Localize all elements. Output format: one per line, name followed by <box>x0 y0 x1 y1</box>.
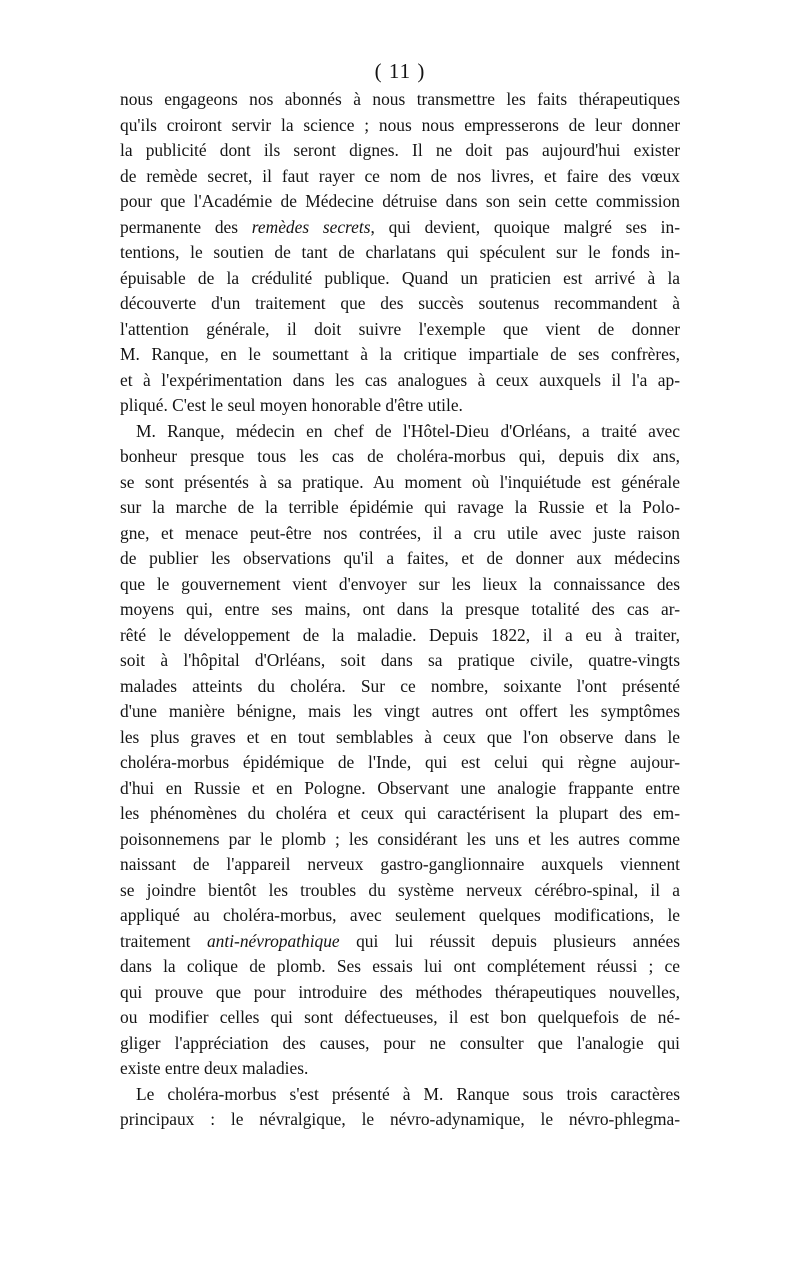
text-line: et à l'expérimentation dans les cas analogues à ceux auxquels il l'a ap- <box>120 369 680 390</box>
text-line: gliger l'appréciation des causes, pour ne consulter que l'analogie qui <box>120 1032 680 1053</box>
text-segment: traitement <box>120 930 207 951</box>
text-line: se joindre bientôt les troubles du système nerveux cérébro-spinal, il a <box>120 879 680 900</box>
text-line: choléra-morbus épidémique de l'Inde, qui est celui qui règne aujour- <box>120 752 680 772</box>
text-line: nous engageons nos abonnés à nous transmettre les faits thérapeutiques <box>120 89 680 109</box>
text-line: se sont présentés à sa pratique. Au moment où l'inquiétude est générale <box>120 471 680 492</box>
page-number: ( 11 ) <box>374 59 426 83</box>
text-line: pliqué. C'est le seul moyen honorable d'être utile. <box>120 395 463 415</box>
text-line: les phénomènes du choléra et ceux qui caractérisent la plupart des em- <box>120 803 680 823</box>
text-line: découverte d'un traitement que des succès soutenus recommandent à <box>120 293 680 313</box>
text-line: moyens qui, entre ses mains, ont dans la presque totalité des cas ar- <box>120 599 680 619</box>
italic-text: anti-névropathique <box>206 930 340 951</box>
italic-text: remèdes secrets <box>251 216 371 237</box>
text-line: de remède secret, il faut rayer ce nom de nos livres, et faire des vœux <box>120 165 680 186</box>
text-line: d'hui en Russie et en Pologne. Observant une analogie frappante entre <box>120 777 680 798</box>
text-line: ou modifier celles qui sont défectueuses, il est bon quelquefois de né- <box>120 1007 680 1027</box>
text-line: l'attention générale, il doit suivre l'exemple que vient de donner <box>120 318 680 339</box>
text-line: Le choléra-morbus s'est présenté à M. Ranque sous trois caractères <box>136 1083 680 1104</box>
text-line: malades atteints du choléra. Sur ce nombre, soixante l'ont présenté <box>120 675 680 696</box>
text-line: dans la colique de plomb. Ses essais lui ont complétement réussi ; ce <box>120 956 680 976</box>
text-line: épuisable de la crédulité publique. Quand un praticien est arrivé à la <box>120 267 680 288</box>
text-line: sur la marche de la terrible épidémie qui ravage la Russie et la Polo- <box>120 497 680 517</box>
text-line: soit à l'hôpital d'Orléans, soit dans sa pratique civile, quatre-vingts <box>120 650 680 670</box>
text-line: poisonnemens par le plomb ; les considérant les uns et les autres comme <box>120 828 680 849</box>
text-line: appliqué au choléra-morbus, avec seulement quelques modifications, le <box>120 905 680 925</box>
text-line: tentions, le soutien de tant de charlatans qui spéculent sur le fonds in- <box>120 242 680 262</box>
text-line: M. Ranque, en le soumettant à la critique impartiale de ses confrères, <box>120 344 680 364</box>
text-line: qui prouve que pour introduire des méthodes thérapeutiques nouvelles, <box>120 981 680 1002</box>
text-line: naissant de l'appareil nerveux gastro-ganglionnaire auxquels viennent <box>120 854 680 874</box>
text-line <box>120 215 680 241</box>
text-line: M. Ranque, médecin en chef de l'Hôtel-Dieu d'Orléans, a traité avec <box>136 420 680 441</box>
text-line: d'une manière bénigne, mais les vingt autres ont offert les symptômes <box>120 701 680 721</box>
text-line <box>120 929 680 955</box>
text-line: pour que l'Académie de Médecine détruise dans son sein cette commission <box>120 191 680 211</box>
text-line: rêté le développement de la maladie. Depuis 1822, il a eu à traiter, <box>120 624 680 645</box>
text-line: de publier les observations qu'il a faites, et de donner aux médecins <box>120 548 680 568</box>
text-line: la publicité dont ils seront dignes. Il ne doit pas aujourd'hui exister <box>120 140 680 160</box>
text-line: principaux : le névralgique, le névro-adynamique, le névro-phlegma- <box>120 1109 680 1129</box>
text-line: bonheur presque tous les cas de choléra-morbus qui, depuis dix ans, <box>120 446 680 466</box>
text-line: les plus graves et en tout semblables à ceux que l'on observe dans le <box>120 726 680 747</box>
text-segment: qui lui réussit depuis plusieurs années <box>339 930 680 951</box>
text-segment: , qui devient, quoique malgré ses in- <box>370 216 680 237</box>
body-text <box>120 87 680 1133</box>
text-line: existe entre deux maladies. <box>120 1058 309 1078</box>
text-line: que le gouvernement vient d'envoyer sur les lieux la connaissance des <box>120 573 680 594</box>
text-segment: permanente des <box>120 216 252 237</box>
text-line: qu'ils croiront servir la science ; nous nous empresserons de leur donner <box>120 114 680 135</box>
text-line: gne, et menace peut-être nos contrées, il a cru utile avec juste raison <box>120 522 680 543</box>
